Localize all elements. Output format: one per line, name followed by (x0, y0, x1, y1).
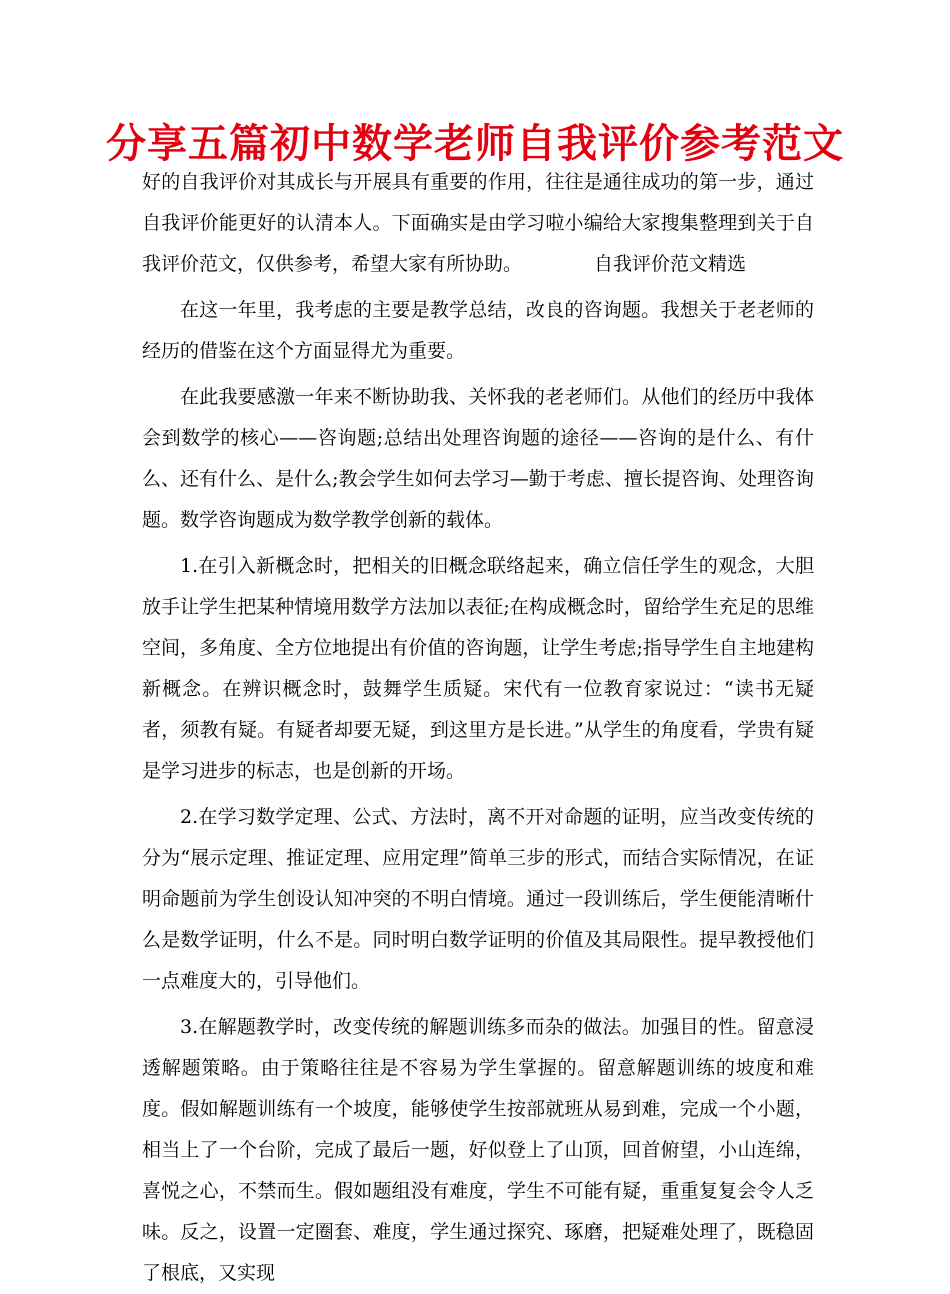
document-title: 分享五篇初中数学老师自我评价参考范文 (106, 121, 844, 167)
intro-paragraph (142, 162, 814, 285)
body-paragraph: 在此我要感激一年来不断协助我、关怀我的老老师们。从他们的经历中我体会到数学的核心——咨询题;总结出处理咨询题的途径——咨询的是什么、有什么、还有什么、是什么;教会学生如何去学习—勤于考虑、擅长提咨询、处理咨询题。数学咨询题成为数学教学创新的载体。 (142, 386, 814, 531)
intro-text: 好的自我评价对其成长与开展具有重要的作用，往往是通往成功的第一步，通过自我评价能更好的认清本人。下面确实是由学习啦小编给大家搜集整理到关于自我评价范文，仅供参考，希望大家有所协助。 (142, 171, 814, 275)
body-paragraph: 1.在引入新概念时，把相关的旧概念联络起来，确立信任学生的观念，大胆放手让学生把某种情境用数学方法加以表征;在构成概念时，留给学生充足的思维空间，多角度、全方位地提出有价值的咨询题，让学生考虑;指导学生自主地建构新概念。在辨识概念时，鼓舞学生质疑。宋代有一位教育家说过：“读书无疑者，须教有疑。有疑者却要无疑，到这里方是长进。”从学生的角度看，学贵有疑是学习进步的标志，也是创新的开场。 (142, 555, 814, 782)
body-paragraph: 2.在学习数学定理、公式、方法时，离不开对命题的证明，应当改变传统的分为“展示定理、推证定理、应用定理”简单三步的形式，而结合实际情况，在证明命题前为学生创设认知冲突的不明白情境。通过一段训练后，学生便能清晰什么是数学证明，什么不是。同时明白数学证明的价值及其局限性。提早教授他们一点难度大的，引导他们。 (142, 806, 814, 992)
document-body (142, 162, 814, 1294)
body-paragraph: 在这一年里，我考虑的主要是教学总结，改良的咨询题。我想关于老老师的经历的借鉴在这个方面显得尤为重要。 (142, 299, 814, 362)
intro-subhead: 自我评价范文精选 (594, 253, 747, 275)
body-paragraph: 3.在解题教学时，改变传统的解题训练多而杂的做法。加强目的性。留意浸透解题策略。由于策略往往是不容易为学生掌握的。留意解题训练的坡度和难度。假如解题训练有一个坡度，能够使学生按部就班从易到难，完成一个小题，相当上了一个台阶，完成了最后一题，好似登上了山顶，回首俯望，小山连绵，喜悦之心，不禁而生。假如题组没有难度，学生不可能有疑，重重复复会令人乏味。反之，设置一定圈套、难度，学生通过探究、琢磨，把疑难处理了，既稳固了根底，又实现 (142, 1016, 814, 1284)
